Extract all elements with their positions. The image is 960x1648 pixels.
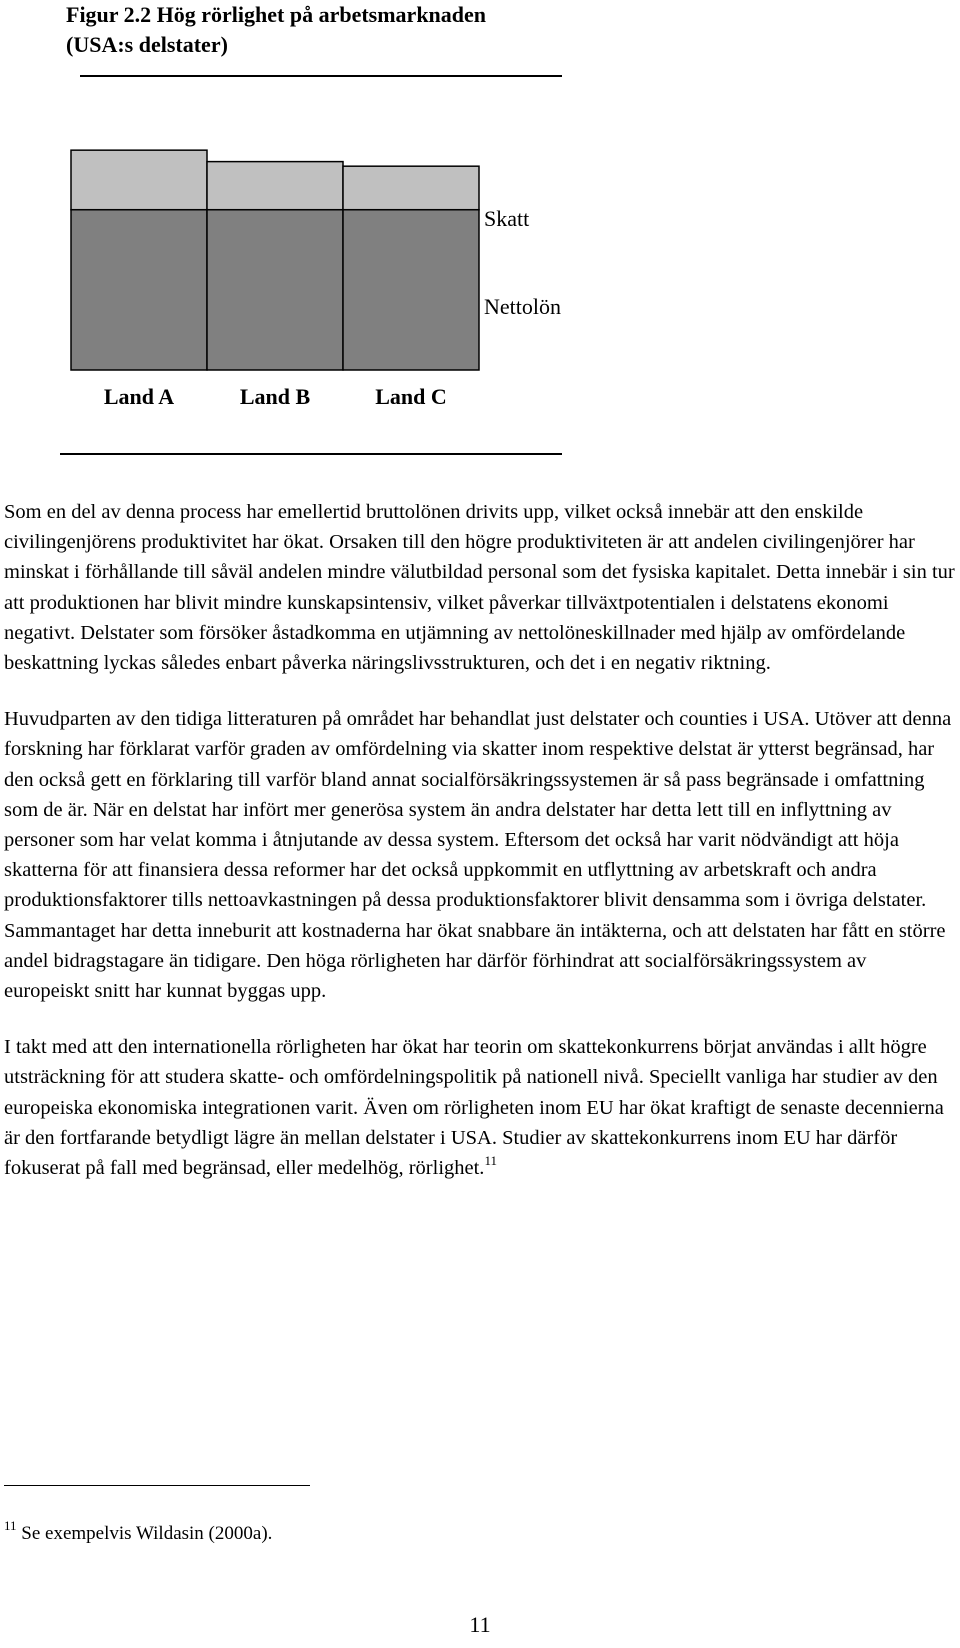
bar-land-b-skatt (207, 162, 343, 210)
bar-land-c-skatt (343, 166, 479, 210)
bar-land-a-nettolön (71, 210, 207, 370)
paragraph-2: Huvudparten av den tidiga litteraturen på området har behandlat just delstater och counties i USA. Utöver att denna forskning har förklarat varför graden av omfördelning via skatter inom respektive delstat är ytterst begränsad, har den också gett en förklaring till varför bland annat socialförsäkringssystemen är så pass begränsade i omfattning som de är. När en delstat har infört mer generösa system än andra delstater har detta lett till en inflyttning av personer som har velat komma i åtnjutande av dessa system. Eftersom det också har varit nödvändigt att höja skatterna för att finansiera dessa reformer har det också uppkommit en utflyttning av arbetskraft och andra produktionsfaktorer tills nettoavkastningen på dessa produktionsfaktorer blivit densamma som i övriga delstater. Sammantaget har detta inneburit att kostnaderna har ökat snabbare än intäkterna, och att delstaten har fått en större andel bidragstagare än tidigare. Den höga rörligheten har därför förhindrat att socialförsäkringssystem av europeiskt snitt har kunnat byggas upp. (4, 708, 952, 1003)
figure-bottom-rule (60, 453, 562, 455)
bar-land-b-nettolön (207, 210, 343, 370)
category-label: Land C (375, 384, 447, 409)
bar-land-a-skatt (71, 150, 207, 210)
figure-title-line1: Figur 2.2 Hög rörlighet på arbetsmarknaden (66, 2, 487, 27)
figure-title-line2: (USA:s delstater) (66, 32, 228, 57)
footnote-reference: 11 (484, 1153, 497, 1169)
category-label: Land B (239, 384, 311, 409)
page-number: 11 (469, 1612, 491, 1637)
stacked-bar-chart (0, 0, 960, 470)
footnote-text: Se exempelvis Wildasin (2000a). (21, 1523, 273, 1544)
legend-label-nettolön: Nettolön (484, 294, 561, 319)
footnote-rule (4, 1485, 310, 1486)
body-text (4, 497, 956, 1183)
paragraph-1: Som en del av denna process har emellertid bruttolönen drivits upp, vilket också innebär att den enskilde civilingenjörens produktivitet har ökat. Orsaken till den högre produktiviteten är att andelen civilingenjörer har minskat i förhållande till såväl andelen mindre välutbildad personal som det fysiska kapitalet. Detta innebär i sin tur att produktionen har blivit mindre kunskapsintensiv, vilket påverkar tillväxtpotentialen i delstatens ekonomi negativt. Delstater som försöker åstadkomma en utjämning av nettolöneskillnader med hjälp av omfördelande beskattning lyckas således enbart påverka näringslivsstrukturen, och det i en negativ riktning. (4, 501, 955, 675)
footnote (4, 1518, 273, 1547)
bar-land-c-nettolön (343, 210, 479, 370)
footnote-number: 11 (4, 1518, 17, 1533)
legend-label-skatt: Skatt (484, 206, 530, 231)
paragraph-3 (4, 1032, 956, 1183)
paragraph-3-text: I takt med att den internationella rörligheten har ökat har teorin om skattekonkurrens börjat användas i allt högre utsträckning för att studera skatte- och omfördelningspolitik på nationell nivå. Speciellt vanliga har studier av den europeiska ekonomiska integrationen varit. Även om rörligheten inom EU har ökat kraftigt de senaste decennierna är den fortfarande betydligt lägre än mellan delstater i USA. Studier av skattekonkurrens inom EU har därför fokuserat på fall med begränsad, eller medelhög, rörlighet. (4, 1036, 944, 1180)
category-label: Land A (103, 384, 175, 409)
